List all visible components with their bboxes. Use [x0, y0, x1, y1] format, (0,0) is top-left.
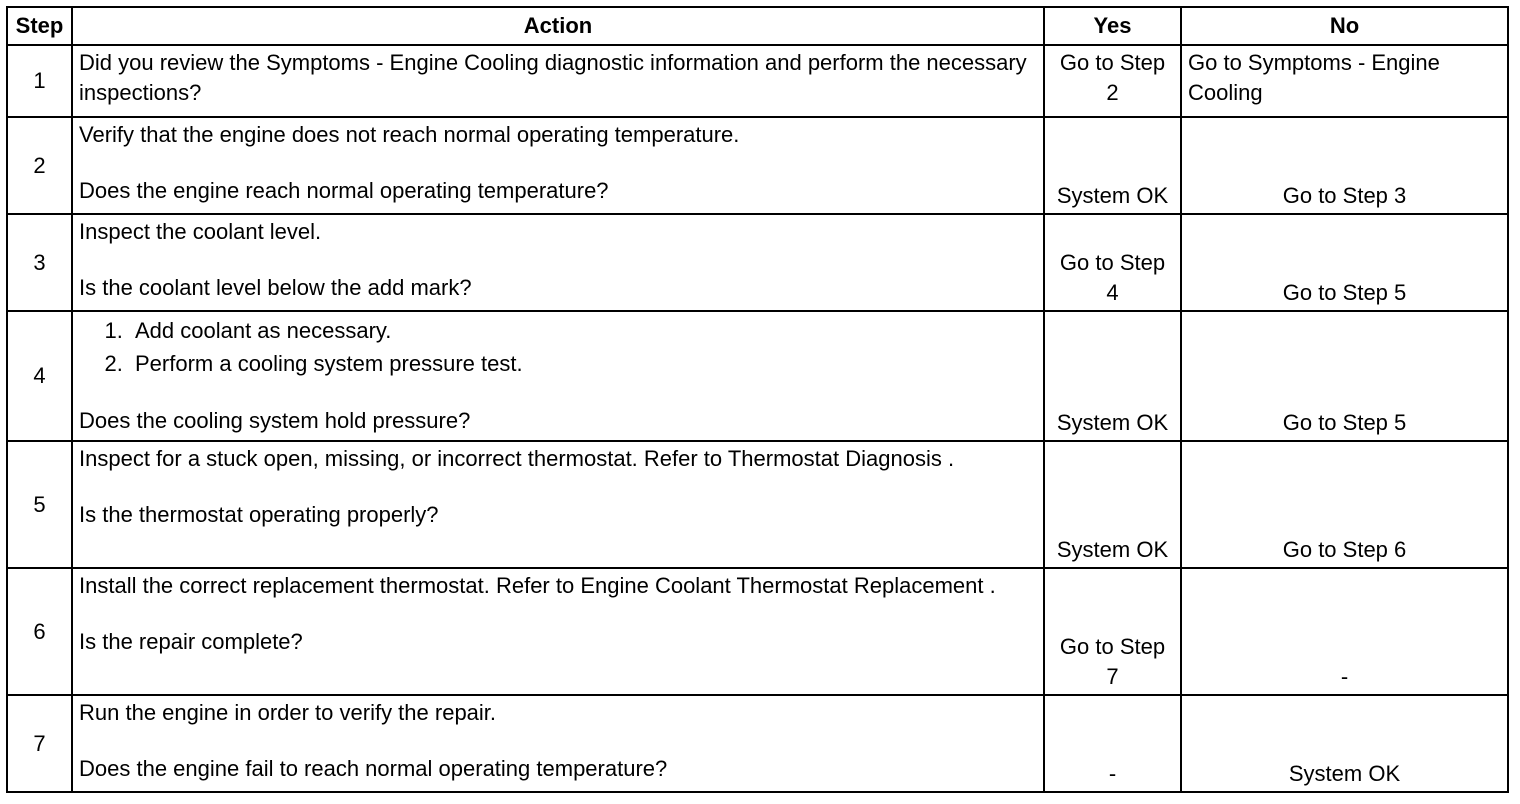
no-cell: System OK — [1181, 695, 1508, 792]
action-question: Is the coolant level below the add mark? — [79, 275, 472, 300]
header-yes: Yes — [1044, 7, 1181, 45]
action-text: Did you review the Symptoms - Engine Cooling diagnostic information and perform the necessary inspections? — [79, 50, 1027, 105]
step-number: 2 — [7, 117, 72, 214]
action-text: Verify that the engine does not reach normal operating temperature. — [79, 122, 740, 147]
no-cell: Go to Step 5 — [1181, 214, 1508, 311]
spacer — [79, 601, 1037, 627]
yes-cell: System OK — [1044, 117, 1181, 214]
header-no: No — [1181, 7, 1508, 45]
action-text: Inspect the coolant level. — [79, 219, 322, 244]
action-cell — [72, 214, 1044, 311]
action-cell — [72, 441, 1044, 568]
action-list — [79, 314, 1037, 380]
action-cell — [72, 695, 1044, 792]
step-number: 5 — [7, 441, 72, 568]
spacer — [79, 380, 1037, 406]
action-cell — [72, 568, 1044, 695]
action-cell — [72, 117, 1044, 214]
spacer — [79, 150, 1037, 176]
step-number: 6 — [7, 568, 72, 695]
step-number: 4 — [7, 311, 72, 441]
header-action: Action — [72, 7, 1044, 45]
yes-cell: Go to Step 7 — [1044, 568, 1181, 695]
action-text: Run the engine in order to verify the repair. — [79, 700, 497, 725]
action-text: Inspect for a stuck open, missing, or incorrect thermostat. Refer to Thermostat Diagnosis . — [79, 446, 955, 471]
no-cell: Go to Symptoms - Engine Cooling — [1181, 45, 1508, 117]
step-number: 3 — [7, 214, 72, 311]
table-row — [7, 117, 1508, 214]
no-cell: Go to Step 3 — [1181, 117, 1508, 214]
diagnostic-table — [6, 6, 1509, 793]
table-row — [7, 311, 1508, 441]
step-number: 7 — [7, 695, 72, 792]
spacer — [79, 474, 1037, 500]
action-question: Is the thermostat operating properly? — [79, 502, 439, 527]
table-row — [7, 214, 1508, 311]
header-row — [7, 7, 1508, 45]
action-text: Install the correct replacement thermostat. Refer to Engine Coolant Thermostat Replacement . — [79, 573, 996, 598]
table-row — [7, 45, 1508, 117]
yes-cell: System OK — [1044, 441, 1181, 568]
spacer — [79, 728, 1037, 754]
action-question: Does the engine reach normal operating temperature? — [79, 178, 609, 203]
list-item: 1. Add coolant as necessary. — [129, 314, 1037, 347]
no-cell: Go to Step 6 — [1181, 441, 1508, 568]
yes-cell: System OK — [1044, 311, 1181, 441]
list-item: 2. Perform a cooling system pressure test. — [129, 347, 1037, 380]
action-question: Is the repair complete? — [79, 629, 303, 654]
header-step: Step — [7, 7, 72, 45]
table-row — [7, 568, 1508, 695]
yes-cell: Go to Step 2 — [1044, 45, 1181, 117]
table-row — [7, 441, 1508, 568]
step-number: 1 — [7, 45, 72, 117]
action-cell — [72, 311, 1044, 441]
action-cell — [72, 45, 1044, 117]
yes-cell: Go to Step 4 — [1044, 214, 1181, 311]
table-row — [7, 695, 1508, 792]
no-cell: - — [1181, 568, 1508, 695]
spacer — [79, 247, 1037, 273]
action-question: Does the engine fail to reach normal operating temperature? — [79, 756, 668, 781]
yes-cell: - — [1044, 695, 1181, 792]
no-cell: Go to Step 5 — [1181, 311, 1508, 441]
action-question: Does the cooling system hold pressure? — [79, 408, 471, 433]
